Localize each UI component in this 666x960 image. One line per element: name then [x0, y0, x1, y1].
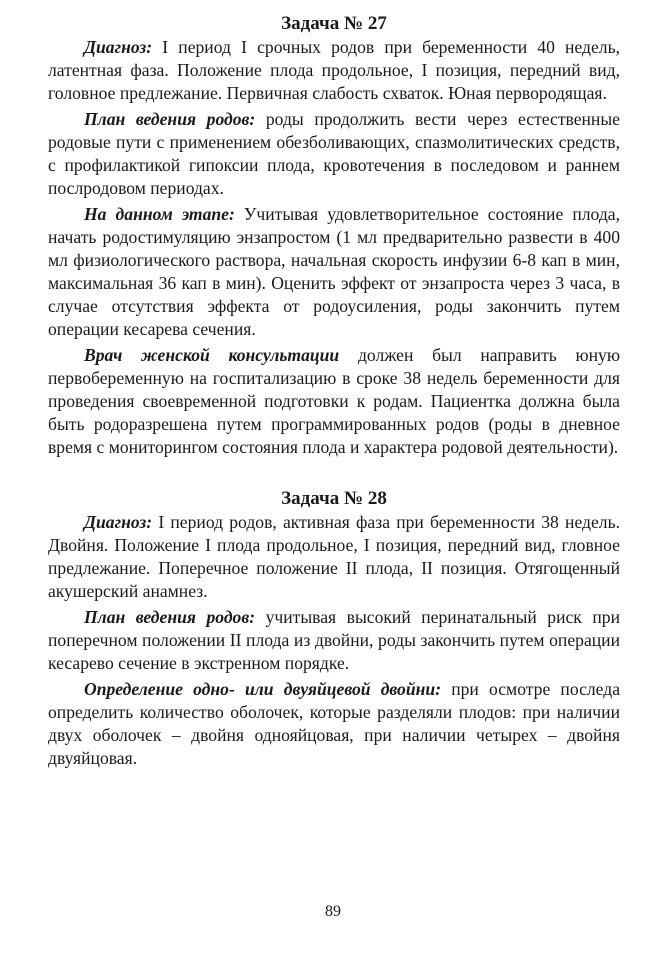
paragraph-text: при осмотре последа определить количество оболочек, которые разделяли плодов: при наличии двух оболочек – двойня однояйцовая, при наличии четырех – двойня двуяйцовая.	[48, 679, 621, 768]
paragraph-text: I период I срочных родов при беременности 40 недель, латентная фаза. Положение плода продольное, I позиция, передний вид, головное предлежание. Первичная слабость схваток. Юная первородящая.	[48, 37, 620, 103]
paragraph-text: должен был направить юную первобеременную на госпитализацию в сроке 38 недель беременности для проведения своевременной подготовки к родам. Пациентка должна была быть родоразрешена путем программированных родов (роды в дневное время с мониторингом состояния плода и характера родовой деятельности).	[48, 345, 621, 457]
paragraph-label: План ведения родов:	[84, 607, 256, 627]
task-27-diagnosis	[48, 36, 620, 105]
paragraph-label: Диагноз:	[84, 512, 153, 532]
task-27-title: Задача № 27	[281, 13, 387, 34]
paragraph-text: роды продолжить вести через естественные родовые пути с применением обезболивающих, спазмолитических средств, с профилактикой гипоксии плода, кровотечения в последовом и раннем послродовом периодах.	[48, 109, 620, 198]
task-27-current-stage	[48, 203, 620, 341]
paragraph-text: I период родов, активная фаза при беременности 38 недель. Двойня. Положение I плода продольное, I позиция, передний вид, гловное предлежание. Поперечное положение II плода, II позиция. Отягощенный акушерский анамнез.	[48, 512, 620, 601]
page-content	[48, 12, 620, 773]
page-number: 89	[325, 903, 341, 920]
paragraph-label: На данном этапе:	[84, 204, 235, 224]
paragraph-label: Диагноз:	[84, 37, 153, 57]
task-28-twin-type	[48, 678, 620, 770]
task-27-consultation-doctor	[48, 344, 620, 459]
paragraph-label: Определение одно- или двуяйцевой двойни:	[84, 679, 442, 699]
task-28-title: Задача № 28	[281, 488, 387, 509]
task-28-diagnosis	[48, 511, 620, 603]
paragraph-text: Учитывая удовлетворительное состояние плода, начать родостимуляцию энзапростом (1 мл предварительно развести в 400 мл физиологического раствора, начальная скорость инфузии 6-8 кап в мин, максимальная 36 кап в мин). Оценить эффект от энзапроста через 3 часа, в случае отсутствия эффекта от родоусиления, роды закончить путем операции кесарева сечения.	[48, 204, 620, 339]
paragraph-label: Врач женской консультации	[84, 345, 340, 365]
task-28-delivery-plan	[48, 606, 620, 675]
task-27-delivery-plan	[48, 108, 620, 200]
paragraph-text: учитывая высокий перинатальный риск при поперечном положении II плода из двойни, роды закончить путем операции кесарево сечение в экстренном порядке.	[48, 607, 620, 673]
paragraph-label: План ведения родов:	[84, 109, 256, 129]
